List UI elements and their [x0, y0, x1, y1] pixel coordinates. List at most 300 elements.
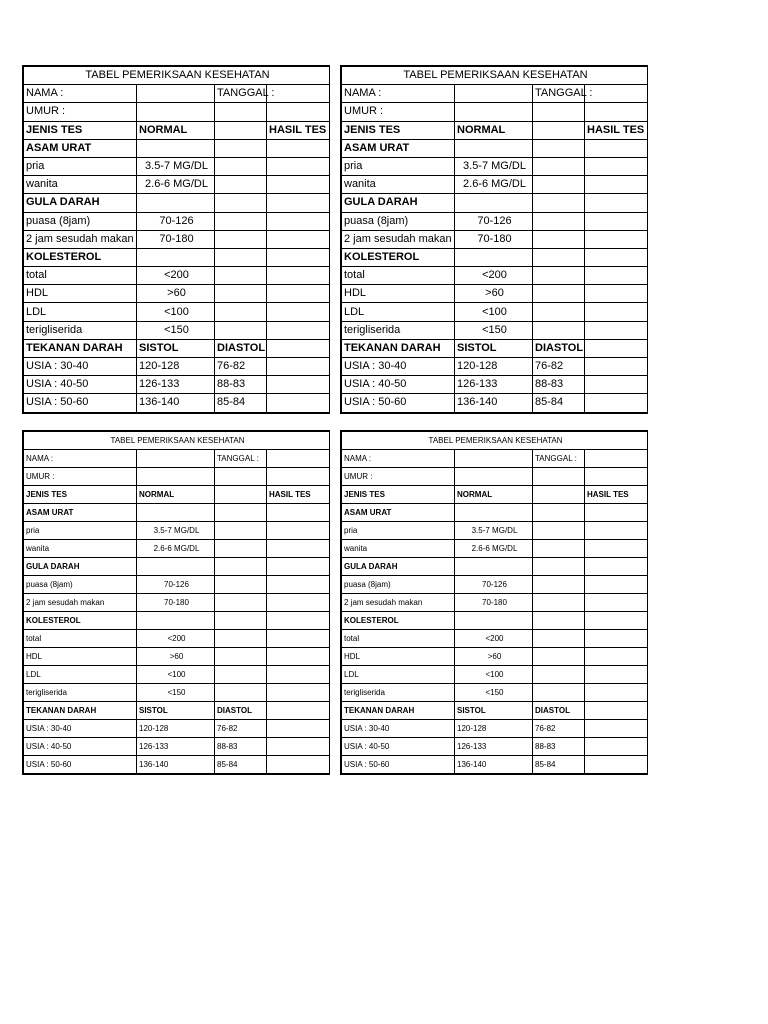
nama-field[interactable] — [137, 450, 215, 468]
table-row — [24, 212, 330, 230]
empty-cell — [267, 504, 330, 522]
empty-cell — [215, 267, 267, 285]
age-range-label: USIA : 30-40 — [24, 720, 137, 738]
age-row — [24, 103, 330, 121]
tekanan-darah-heading: TEKANAN DARAH — [24, 702, 137, 720]
table-title: TABEL PEMERIKSAAN KESEHATAN — [342, 67, 648, 85]
normal-value: 3.5-7 MG/DL — [137, 522, 215, 540]
nama-label: NAMA : — [342, 85, 455, 103]
age-row — [342, 103, 648, 121]
empty-cell — [533, 285, 585, 303]
empty-cell — [455, 194, 533, 212]
hasil-field[interactable] — [585, 720, 648, 738]
health-check-card-3 — [22, 430, 330, 775]
hasil-field[interactable] — [585, 230, 648, 248]
sistol-value: 120-128 — [137, 720, 215, 738]
normal-header: NORMAL — [455, 121, 533, 139]
normal-value: >60 — [455, 648, 533, 666]
sistol-value: 136-140 — [455, 394, 533, 412]
hasil-field[interactable] — [585, 212, 648, 230]
normal-header: NORMAL — [455, 486, 533, 504]
name-row — [24, 85, 330, 103]
section-row — [342, 248, 648, 266]
test-label: puasa (8jam) — [342, 212, 455, 230]
title-row — [342, 67, 648, 85]
hasil-field[interactable] — [585, 358, 648, 376]
section-row — [342, 702, 648, 720]
hasil-field[interactable] — [585, 394, 648, 412]
nama-label: NAMA : — [24, 85, 137, 103]
table-row — [24, 666, 330, 684]
hasil-field[interactable] — [267, 157, 330, 175]
hasil-field[interactable] — [267, 648, 330, 666]
hasil-field[interactable] — [585, 576, 648, 594]
age-range-label: USIA : 30-40 — [24, 358, 137, 376]
age-range-label: USIA : 50-60 — [342, 394, 455, 412]
test-label: total — [24, 267, 137, 285]
tanggal-label: TANGGAL : — [533, 450, 585, 468]
test-label: 2 jam sesudah makan — [342, 594, 455, 612]
diastol-value: 88-83 — [533, 376, 585, 394]
kolesterol-heading: KOLESTEROL — [342, 612, 455, 630]
table-row — [24, 630, 330, 648]
test-label: puasa (8jam) — [342, 576, 455, 594]
jenis-tes-header: JENIS TES — [342, 121, 455, 139]
test-label: HDL — [24, 648, 137, 666]
test-label: wanita — [24, 176, 137, 194]
table-row — [342, 648, 648, 666]
diastol-value: 85-84 — [533, 394, 585, 412]
empty-cell — [215, 558, 267, 576]
sistol-header: SISTOL — [455, 339, 533, 357]
sistol-value: 136-140 — [137, 756, 215, 774]
test-label: 2 jam sesudah makan — [24, 230, 137, 248]
hasil-field[interactable] — [267, 720, 330, 738]
test-label: HDL — [24, 285, 137, 303]
hasil-field[interactable] — [585, 648, 648, 666]
empty-cell — [533, 103, 585, 121]
asam-urat-heading: ASAM URAT — [342, 504, 455, 522]
section-row — [24, 139, 330, 157]
table-row — [24, 540, 330, 558]
diastol-value: 85-84 — [215, 394, 267, 412]
empty-cell — [267, 194, 330, 212]
section-row — [342, 139, 648, 157]
kolesterol-heading: KOLESTEROL — [342, 248, 455, 266]
umur-label: UMUR : — [24, 468, 137, 486]
section-row — [24, 248, 330, 266]
hasil-field[interactable] — [585, 594, 648, 612]
umur-field[interactable] — [137, 468, 215, 486]
table-row — [24, 576, 330, 594]
health-check-table — [341, 431, 648, 774]
hasil-field[interactable] — [585, 756, 648, 774]
asam-urat-heading: ASAM URAT — [24, 504, 137, 522]
hasil-field[interactable] — [585, 540, 648, 558]
test-label: 2 jam sesudah makan — [342, 230, 455, 248]
health-check-table — [341, 66, 648, 413]
normal-value: 2.6-6 MG/DL — [455, 540, 533, 558]
empty-cell — [215, 468, 267, 486]
hasil-field[interactable] — [585, 267, 648, 285]
section-row — [24, 558, 330, 576]
sistol-value: 120-128 — [455, 358, 533, 376]
section-row — [342, 339, 648, 357]
tekanan-darah-heading: TEKANAN DARAH — [342, 339, 455, 357]
test-label: pria — [24, 522, 137, 540]
sistol-value: 120-128 — [455, 720, 533, 738]
empty-cell — [137, 558, 215, 576]
empty-cell — [533, 176, 585, 194]
section-row — [24, 702, 330, 720]
hasil-field[interactable] — [585, 321, 648, 339]
normal-value: <150 — [137, 321, 215, 339]
normal-value: <200 — [137, 267, 215, 285]
table-row — [342, 522, 648, 540]
empty-cell — [215, 321, 267, 339]
test-label: wanita — [24, 540, 137, 558]
table-row — [24, 267, 330, 285]
normal-value: <200 — [455, 630, 533, 648]
hasil-field[interactable] — [267, 594, 330, 612]
diastol-value: 88-83 — [215, 738, 267, 756]
hasil-tes-header: HASIL TES — [267, 121, 330, 139]
hasil-field[interactable] — [585, 738, 648, 756]
tanggal-field[interactable] — [267, 450, 330, 468]
sistol-header: SISTOL — [137, 339, 215, 357]
test-label: pria — [342, 522, 455, 540]
empty-cell — [267, 558, 330, 576]
table-row — [342, 684, 648, 702]
test-label: HDL — [342, 285, 455, 303]
normal-value: <200 — [455, 267, 533, 285]
test-label: puasa (8jam) — [24, 212, 137, 230]
hasil-field[interactable] — [267, 303, 330, 321]
hasil-field[interactable] — [267, 267, 330, 285]
kolesterol-heading: KOLESTEROL — [24, 612, 137, 630]
test-label: LDL — [24, 666, 137, 684]
nama-field[interactable] — [137, 85, 215, 103]
umur-field[interactable] — [455, 103, 533, 121]
nama-label: NAMA : — [24, 450, 137, 468]
empty-cell — [533, 121, 585, 139]
empty-cell — [215, 248, 267, 266]
normal-value: >60 — [137, 285, 215, 303]
section-row — [24, 339, 330, 357]
asam-urat-heading: ASAM URAT — [342, 139, 455, 157]
empty-cell — [585, 612, 648, 630]
table-row — [24, 738, 330, 756]
empty-cell — [533, 468, 585, 486]
age-row — [24, 468, 330, 486]
normal-value: 3.5-7 MG/DL — [455, 157, 533, 175]
umur-label: UMUR : — [24, 103, 137, 121]
diastol-header: DIASTOL — [533, 702, 585, 720]
section-row — [24, 194, 330, 212]
hasil-field[interactable] — [585, 630, 648, 648]
table-row — [24, 756, 330, 774]
empty-cell — [267, 248, 330, 266]
tanggal-label: TANGGAL : — [533, 85, 585, 103]
empty-cell — [533, 504, 585, 522]
table-row — [24, 176, 330, 194]
table-row — [342, 594, 648, 612]
empty-cell — [215, 504, 267, 522]
test-label: pria — [342, 157, 455, 175]
age-row — [342, 468, 648, 486]
normal-value: >60 — [455, 285, 533, 303]
normal-value: <200 — [137, 630, 215, 648]
hasil-field[interactable] — [267, 684, 330, 702]
empty-cell — [533, 230, 585, 248]
table-row — [342, 756, 648, 774]
age-range-label: USIA : 40-50 — [24, 738, 137, 756]
tanggal-field[interactable] — [267, 85, 330, 103]
table-row — [24, 321, 330, 339]
empty-cell — [215, 522, 267, 540]
test-label: puasa (8jam) — [24, 576, 137, 594]
title-row — [342, 432, 648, 450]
sistol-header: SISTOL — [137, 702, 215, 720]
table-row — [342, 738, 648, 756]
empty-cell — [215, 139, 267, 157]
empty-cell — [137, 194, 215, 212]
normal-header: NORMAL — [137, 486, 215, 504]
table-row — [342, 630, 648, 648]
hasil-field[interactable] — [585, 285, 648, 303]
empty-cell — [533, 303, 585, 321]
normal-value: 2.6-6 MG/DL — [137, 176, 215, 194]
tanggal-label: TANGGAL : — [215, 85, 267, 103]
hasil-field[interactable] — [585, 684, 648, 702]
nama-field[interactable] — [455, 450, 533, 468]
empty-cell — [585, 468, 648, 486]
gula-darah-heading: GULA DARAH — [24, 194, 137, 212]
table-row — [24, 594, 330, 612]
nama-field[interactable] — [455, 85, 533, 103]
age-range-label: USIA : 40-50 — [24, 376, 137, 394]
health-check-card-1 — [22, 65, 330, 414]
gula-darah-heading: GULA DARAH — [24, 558, 137, 576]
diastol-value: 88-83 — [533, 738, 585, 756]
sistol-value: 136-140 — [455, 756, 533, 774]
empty-cell — [533, 540, 585, 558]
table-row — [342, 176, 648, 194]
hasil-field[interactable] — [585, 522, 648, 540]
hasil-field[interactable] — [267, 576, 330, 594]
normal-header: NORMAL — [137, 121, 215, 139]
test-label: pria — [24, 157, 137, 175]
normal-value: <100 — [455, 666, 533, 684]
hasil-field[interactable] — [585, 176, 648, 194]
umur-field[interactable] — [137, 103, 215, 121]
umur-field[interactable] — [455, 468, 533, 486]
empty-cell — [267, 702, 330, 720]
name-row — [24, 450, 330, 468]
section-row — [342, 194, 648, 212]
test-label: total — [24, 630, 137, 648]
header-row — [24, 121, 330, 139]
empty-cell — [215, 212, 267, 230]
hasil-field[interactable] — [267, 540, 330, 558]
hasil-field[interactable] — [267, 738, 330, 756]
empty-cell — [455, 504, 533, 522]
nama-label: NAMA : — [342, 450, 455, 468]
empty-cell — [215, 684, 267, 702]
diastol-value: 76-82 — [533, 358, 585, 376]
empty-cell — [533, 630, 585, 648]
table-row — [24, 303, 330, 321]
test-label: LDL — [342, 666, 455, 684]
jenis-tes-header: JENIS TES — [24, 121, 137, 139]
empty-cell — [585, 103, 648, 121]
diastol-value: 85-84 — [533, 756, 585, 774]
hasil-field[interactable] — [267, 522, 330, 540]
hasil-field[interactable] — [267, 321, 330, 339]
empty-cell — [267, 612, 330, 630]
empty-cell — [533, 212, 585, 230]
table-row — [24, 684, 330, 702]
empty-cell — [533, 321, 585, 339]
table-row — [24, 376, 330, 394]
table-row — [342, 230, 648, 248]
normal-value: 2.6-6 MG/DL — [137, 540, 215, 558]
table-title: TABEL PEMERIKSAAN KESEHATAN — [24, 432, 330, 450]
table-row — [24, 157, 330, 175]
empty-cell — [533, 267, 585, 285]
empty-cell — [533, 684, 585, 702]
name-row — [342, 85, 648, 103]
hasil-field[interactable] — [267, 666, 330, 684]
normal-value: >60 — [137, 648, 215, 666]
diastol-header: DIASTOL — [533, 339, 585, 357]
empty-cell — [215, 103, 267, 121]
hasil-field[interactable] — [267, 394, 330, 412]
test-label: wanita — [342, 540, 455, 558]
normal-value: 3.5-7 MG/DL — [455, 522, 533, 540]
hasil-field[interactable] — [585, 666, 648, 684]
tekanan-darah-heading: TEKANAN DARAH — [342, 702, 455, 720]
hasil-field[interactable] — [267, 630, 330, 648]
table-row — [342, 376, 648, 394]
test-label: 2 jam sesudah makan — [24, 594, 137, 612]
diastol-header: DIASTOL — [215, 702, 267, 720]
title-row — [24, 432, 330, 450]
empty-cell — [215, 576, 267, 594]
normal-value: 70-180 — [137, 230, 215, 248]
empty-cell — [215, 303, 267, 321]
hasil-field[interactable] — [267, 376, 330, 394]
sistol-value: 120-128 — [137, 358, 215, 376]
normal-value: <100 — [137, 666, 215, 684]
table-row — [342, 212, 648, 230]
normal-value: 70-126 — [137, 576, 215, 594]
tanggal-field[interactable] — [585, 85, 648, 103]
empty-cell — [585, 339, 648, 357]
age-range-label: USIA : 50-60 — [342, 756, 455, 774]
test-label: terigliserida — [24, 321, 137, 339]
empty-cell — [533, 666, 585, 684]
empty-cell — [137, 139, 215, 157]
empty-cell — [455, 612, 533, 630]
table-row — [342, 321, 648, 339]
empty-cell — [267, 103, 330, 121]
hasil-field[interactable] — [585, 376, 648, 394]
normal-value: <150 — [137, 684, 215, 702]
test-label: wanita — [342, 176, 455, 194]
empty-cell — [585, 702, 648, 720]
table-row — [342, 576, 648, 594]
empty-cell — [533, 486, 585, 504]
hasil-field[interactable] — [585, 303, 648, 321]
empty-cell — [533, 558, 585, 576]
tanggal-field[interactable] — [585, 450, 648, 468]
diastol-value: 76-82 — [215, 720, 267, 738]
diastol-value: 85-84 — [215, 756, 267, 774]
title-row — [24, 67, 330, 85]
empty-cell — [267, 339, 330, 357]
normal-value: 3.5-7 MG/DL — [137, 157, 215, 175]
table-row — [342, 358, 648, 376]
table-row — [342, 157, 648, 175]
table-row — [24, 230, 330, 248]
hasil-field[interactable] — [267, 230, 330, 248]
tekanan-darah-heading: TEKANAN DARAH — [24, 339, 137, 357]
empty-cell — [137, 612, 215, 630]
hasil-field[interactable] — [267, 176, 330, 194]
test-label: HDL — [342, 648, 455, 666]
hasil-field[interactable] — [267, 756, 330, 774]
diastol-value: 88-83 — [215, 376, 267, 394]
hasil-field[interactable] — [267, 358, 330, 376]
hasil-field[interactable] — [267, 285, 330, 303]
hasil-field[interactable] — [585, 157, 648, 175]
section-row — [342, 504, 648, 522]
sistol-value: 126-133 — [137, 376, 215, 394]
umur-label: UMUR : — [342, 103, 455, 121]
empty-cell — [215, 121, 267, 139]
normal-value: 70-180 — [137, 594, 215, 612]
hasil-tes-header: HASIL TES — [267, 486, 330, 504]
sistol-value: 126-133 — [455, 376, 533, 394]
empty-cell — [533, 576, 585, 594]
age-range-label: USIA : 50-60 — [24, 756, 137, 774]
normal-value: 70-126 — [455, 576, 533, 594]
section-row — [342, 558, 648, 576]
hasil-tes-header: HASIL TES — [585, 486, 648, 504]
empty-cell — [585, 504, 648, 522]
age-range-label: USIA : 40-50 — [342, 738, 455, 756]
age-range-label: USIA : 30-40 — [342, 720, 455, 738]
empty-cell — [215, 648, 267, 666]
normal-value: <150 — [455, 684, 533, 702]
health-check-table — [23, 431, 330, 774]
hasil-field[interactable] — [267, 212, 330, 230]
normal-value: 70-126 — [137, 212, 215, 230]
asam-urat-heading: ASAM URAT — [24, 139, 137, 157]
empty-cell — [215, 540, 267, 558]
tanggal-label: TANGGAL : — [215, 450, 267, 468]
table-row — [24, 522, 330, 540]
health-check-card-2 — [340, 65, 648, 414]
empty-cell — [533, 522, 585, 540]
empty-cell — [585, 248, 648, 266]
empty-cell — [585, 558, 648, 576]
table-row — [24, 285, 330, 303]
header-row — [24, 486, 330, 504]
test-label: LDL — [342, 303, 455, 321]
header-row — [342, 486, 648, 504]
